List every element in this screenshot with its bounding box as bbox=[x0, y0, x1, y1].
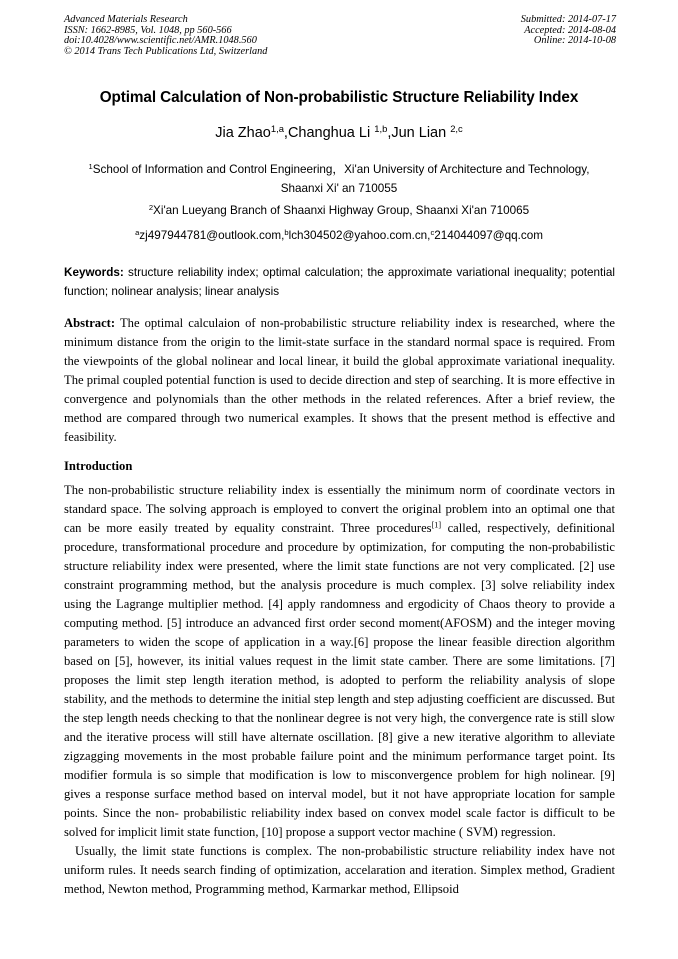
journal-copyright: © 2014 Trans Tech Publications Ltd, Switzerland bbox=[64, 45, 268, 57]
affiliation-2 bbox=[60, 201, 618, 220]
paragraph bbox=[64, 481, 615, 842]
email-sup: c bbox=[430, 227, 435, 237]
keywords-label: Keywords: bbox=[64, 266, 124, 279]
author-name: Jun Lian bbox=[391, 125, 447, 141]
email-link[interactable]: lch304502@yahoo.com.cn, bbox=[288, 229, 431, 242]
author-name: Jia Zhao bbox=[215, 125, 271, 141]
author-affil-sup: 2,c bbox=[450, 122, 463, 134]
author-emails bbox=[60, 226, 618, 245]
affiliation-text: Xi'an Lueyang Branch of Shaanxi Highway Group, Shaanxi Xi'an 710065 bbox=[153, 204, 530, 217]
author-affil-sup: 1,a bbox=[270, 122, 284, 134]
email-link[interactable]: zj497944781@outlook.com, bbox=[139, 229, 285, 242]
keywords-block bbox=[64, 263, 615, 301]
affiliation-1 bbox=[60, 160, 618, 198]
paragraph: Usually, the limit state functions is complex. The non-probabilistic structure reliability index have not uniform rules. It needs search finding of optimization, accelaration and iteration. Simplex method, Gradient method, Newton method, Programming method, Karmarkar method, Ellipsoid bbox=[64, 844, 615, 896]
section-heading-introduction: Introduction bbox=[64, 459, 133, 473]
online-date: Online: 2014-10-08 bbox=[533, 35, 616, 46]
email-sup: b bbox=[284, 227, 289, 237]
author-list: Jia Zhao$^{1,a}$,Changhua Li $^{1,b}$,Jun Lian $^{2,c}$ bbox=[215, 122, 463, 141]
submitted-date: Submitted: 2014-07-17 bbox=[520, 14, 616, 25]
journal-header bbox=[64, 15, 267, 57]
email-sup: a bbox=[135, 227, 140, 237]
dates-header bbox=[521, 15, 616, 47]
journal-doi: doi:10.4028/www.scientific.net/AMR.1048.560 bbox=[64, 35, 257, 46]
affiliation-text: School of Information and Control Engineering，Xi'an University of Architecture and Technology, bbox=[92, 163, 590, 176]
accepted-date: Accepted: 2014-08-04 bbox=[524, 24, 616, 36]
paper-title: Optimal Calculation of Non-probabilistic Structure Reliability Index bbox=[99, 89, 579, 106]
paragraph-text: called, respectively, definitional procedure, transformational procedure and procedure by optimization, for computing the non-probabilistic structure reliability index were presented, where the limit state functions are not very complicated. [2] use constraint programming method, but the analysis procedure is much complex. [3] solve reliability index using the Lagrange multiplier method. [4] apply randomness and ergodicity of Chaos theory to provide a computing method. [5] introduce an advanced first order second moment(AFOSM) and the integer moving parameters to widen the scope of application in a way.[6] propose the linear feasible direction algorithm based on [5], however, its initial values request in the limit state camber. There are some limitations. [7] proposes the limit step length iteration method, is adopted to perform the reliability analysis of slope stability, and the methods to determine the initial step length and step adjusting coefficient are discussed. But the step length needs checking to that the nonlinear degree is not very high, the convergence rate is still slow and the iterative process will still have alternate oscillation. [8] give a new iterative algorithm to alleviate zigzagging movements in the most probable failure point and the minimum performance target point. Its modifier formula is so simple that modification is low to misconvergence problem for high nolinear. [9] gives a response surface method based on interval model, but it not have appropriate location for sample points. Since the non- probabilistic reliability index based on convex model scale factor is difficult to be solved for implicit limit state function, [10] propose a support vector machine ( SVM) regression. bbox=[64, 521, 615, 839]
introduction-body bbox=[64, 481, 615, 899]
affiliation-text: Shaanxi Xi' an 710055 bbox=[280, 182, 398, 195]
abstract-label: Abstract: bbox=[64, 316, 116, 330]
email-link[interactable]: 214044097@qq.com bbox=[434, 229, 543, 242]
affiliation-sup: 1 bbox=[88, 161, 93, 171]
author-name: Changhua Li bbox=[287, 125, 371, 141]
author-affil-sup: 1,b bbox=[374, 122, 388, 134]
keywords-text: structure reliability index; optimal calculation; the approximate variational inequality; potential function; nolinear analysis; linear analysis bbox=[64, 266, 615, 298]
journal-issn: ISSN: 1662-8985, Vol. 1048, pp 560-566 bbox=[64, 24, 232, 36]
journal-name: Advanced Materials Research bbox=[64, 14, 188, 25]
citation-ref[interactable]: [1] bbox=[431, 520, 442, 530]
abstract-text: The optimal calculaion of non-probabilistic structure reliability index is researched, where the minimum distance from the origin to the limit-state surface in the standard normal space is required. From the viewpoints of the global nolinear and local linear, it build the global approximate variational inequality. The primal coupled potential function is used to decide direction and step of searching. It is more effective in convergence and polynomials than the other methods in the related references. After a brief review, the method are compared through two numerical examples. It shows that the present method is effective and feasibility. bbox=[64, 316, 616, 444]
paragraph-text: The non-probabilistic structure reliability index is essentially the minimum norm of coordinate vectors in standard space. The solving approach is employed to convert the original problem into an optimal one that can be more easily treated by equality constraint. Three procedures bbox=[64, 483, 615, 535]
affiliation-sup: 2 bbox=[148, 202, 154, 212]
abstract-block bbox=[64, 314, 615, 447]
